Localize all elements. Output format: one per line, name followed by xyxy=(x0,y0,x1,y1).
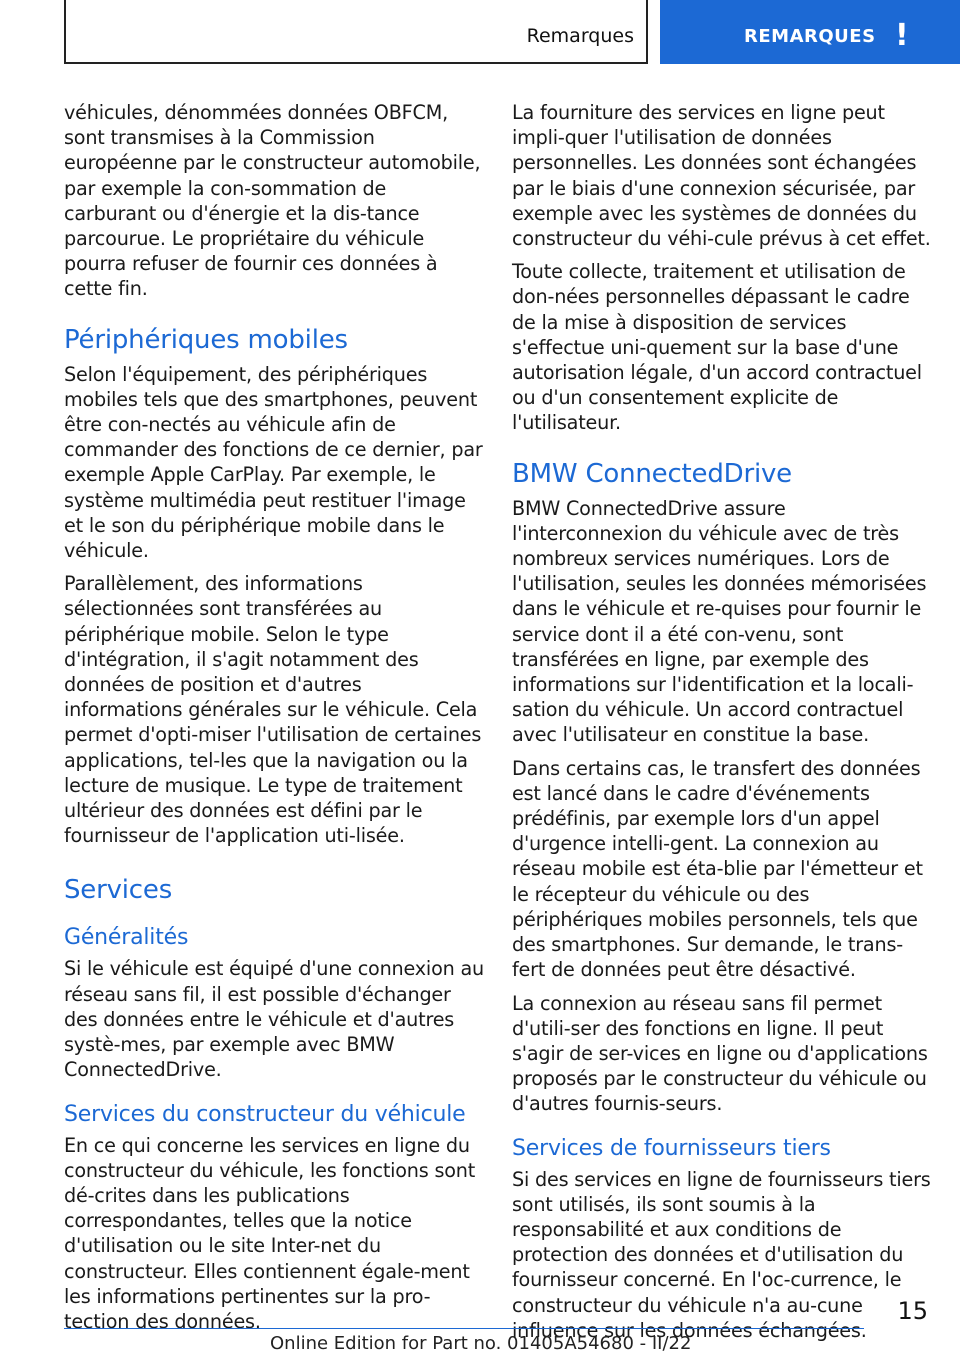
header-chapter-box xyxy=(660,0,960,64)
paragraph: véhicules, dénommées données OBFCM, sont transmises à la Commission européenne par le constructeur automobile, par exemple la con-sommation de carburant ou d'énergie et la dis-tance parcourue. Le propriétaire du véhicule pourra refuser de fournir ces données à cette fin. xyxy=(64,101,481,301)
footer-divider xyxy=(64,1328,864,1329)
paragraph: Selon l'équipement, des périphériques mobiles tels que des smartphones, peuvent être con-nectés au véhicule afin de commander des fonctions de ce dernier, par exemple Apple CarPlay. Par exemple, le système multimédia peut restituer l'image et le son du périphérique mobile dans le véhicule. xyxy=(64,362,483,563)
header-section-box xyxy=(64,0,648,64)
paragraph: Parallèlement, des informations sélectionnées sont transférées au périphérique mobile. Selon le type d'intégration, il s'agit notamment des données de position et d'autres informations générales sur le véhicule. Cela permet d'opti-miser l'utilisation de certaines applications, tel-les que la navigation ou la lecture de musique. Le type de traitement ultérieur des données est défini par le fournisseur de l'application uti-lisée. xyxy=(64,572,482,848)
exclamation-icon: ! xyxy=(895,18,909,53)
header-chapter-title: REMARQUES xyxy=(744,26,876,47)
heading-mobile-devices: Périphériques mobiles xyxy=(64,324,348,355)
heading-manufacturer-services: Services du constructeur du véhicule xyxy=(64,1101,466,1127)
page-number: 15 xyxy=(897,1297,928,1325)
left-column xyxy=(64,100,484,1342)
right-column xyxy=(512,100,932,1351)
paragraph: BMW ConnectedDrive assure l'interconnexion du véhicule avec de très nombreux services numériques. Lors de l'utilisation, seules les données mémorisées dans le véhicule et re-quises pour fournir le service dont il a été con-venu, sont transférées en ligne, par exemple des informations sur l'identification et la locali-sation du véhicule. Un accord contractuel avec l'utilisateur en constitue la base. xyxy=(512,496,927,747)
header-section-title: Remarques xyxy=(526,25,634,47)
heading-general: Généralités xyxy=(64,925,189,951)
paragraph: Si des services en ligne de fournisseurs tiers sont utilisés, ils sont soumis à la responsabilité et aux conditions de protection des données et d'utilisation du fournisseur concerné. En l'oc-currence, le constructeur du véhicule n'a au-cune influence sur les données échangées. xyxy=(512,1167,931,1342)
paragraph: Toute collecte, traitement et utilisation de don-nées personnelles dépassant le cadre de la mise à disposition de services s'effectue uni-quement sur la base d'une autorisation légale, d'un accord contractuel ou d'un consentement explicite de l'utilisateur. xyxy=(512,260,922,435)
paragraph: Dans certains cas, le transfert des données est lancé dans le cadre d'événements prédéfinis, par exemple lors d'un appel d'urgence intelli-gent. La connexion au réseau mobile est éta-blie par l'émetteur et le récepteur du véhicule ou des périphériques mobiles personnels, tels que des smartphones. Sur demande, le trans-fert de données peut être désactivé. xyxy=(512,756,923,982)
paragraph: La fourniture des services en ligne peut impli-quer l'utilisation de données personnelles. Les données sont échangées par le biais d'une connexion sécurisée, par exemple avec les systèmes de données du constructeur du véhi-cule prévus à cet effet. xyxy=(512,101,931,251)
footer-edition: Online Edition for Part no. 01405A54680 - II/22 xyxy=(270,1333,692,1354)
paragraph: Si le véhicule est équipé d'une connexion au réseau sans fil, il est possible d'échanger des données entre le véhicule et d'autres systè-mes, par exemple avec BMW ConnectedDrive. xyxy=(64,957,484,1082)
heading-third-party-services: Services de fournisseurs tiers xyxy=(512,1135,831,1161)
paragraph: En ce qui concerne les services en ligne du constructeur du véhicule, les fonctions sont dé-crites dans les publications correspondantes, telles que la notice d'utilisation ou le site Inter-net du constructeur. Elles contiennent égale-ment les informations pertinentes sur la pro-tection des données. xyxy=(64,1133,476,1333)
heading-connecteddrive: BMW ConnectedDrive xyxy=(512,458,792,489)
heading-services: Services xyxy=(64,875,173,906)
paragraph: La connexion au réseau sans fil permet d'utili-ser des fonctions en ligne. Il peut s'agir de ser-vices en ligne ou d'applications proposés par le constructeur du véhicule ou d'autres fournis-seurs. xyxy=(512,991,928,1116)
